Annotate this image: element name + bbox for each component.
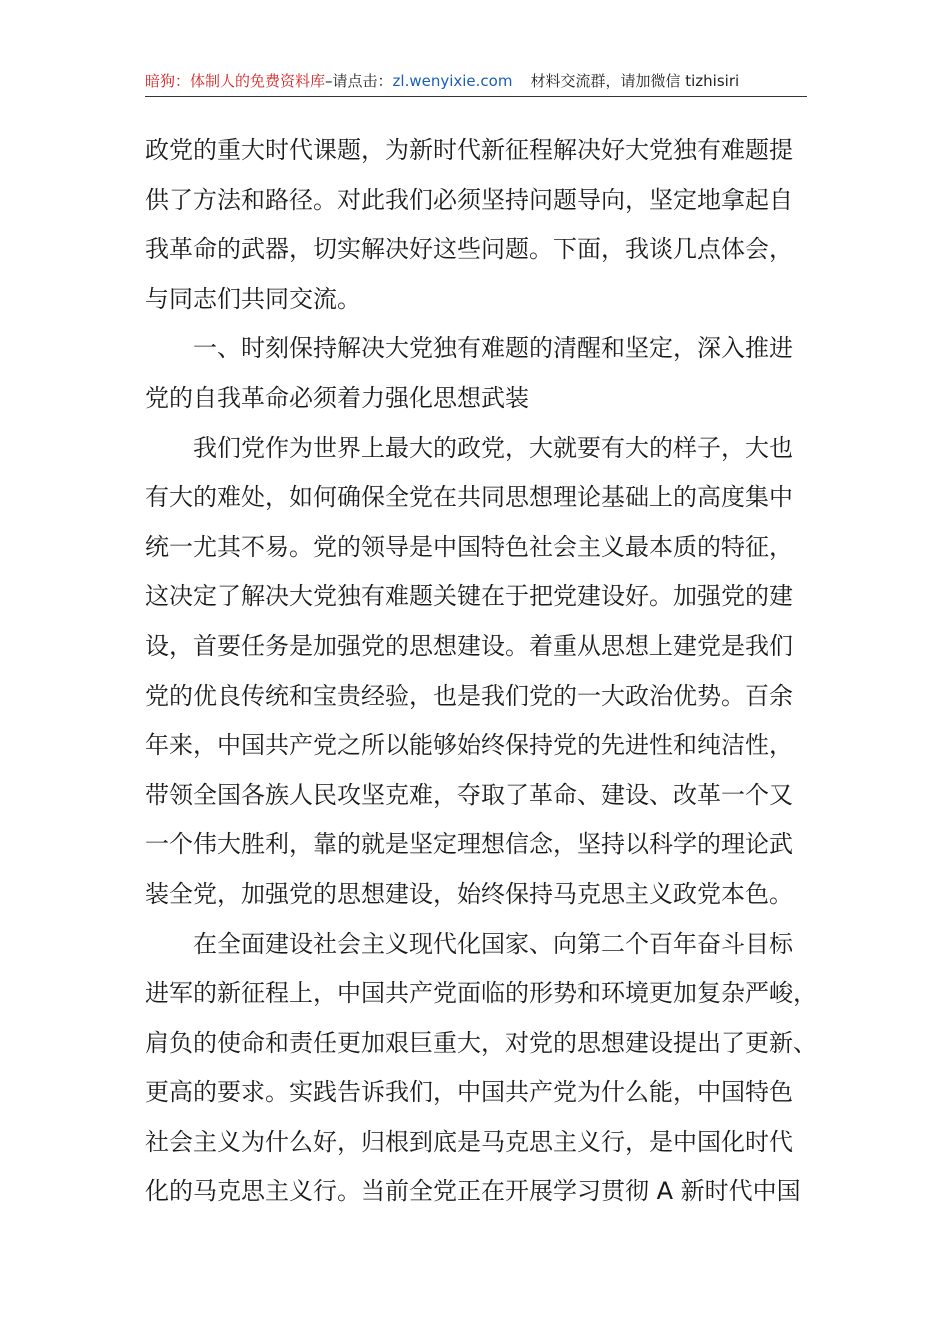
section-heading-line: 一、时刻保持解决大党独有难题的清醒和坚定，深入推进 <box>145 334 793 363</box>
header-divider <box>145 96 807 97</box>
document-body <box>145 126 817 1217</box>
header-url-link[interactable]: zl.wenyixie.com <box>392 72 513 90</box>
header-site-name: 暗狗：体制人的免费资料库 <box>145 72 326 90</box>
header-wechat-note: 材料交流群，请加微信 tizhisiri <box>530 72 740 90</box>
body-line: 我们党作为世界上最大的政党，大就要有大的样子，大也 <box>145 433 793 462</box>
body-line: 化的马克思主义行。当前全党正在开展学习贯彻 A 新时代中国 <box>145 1177 801 1206</box>
body-line: 党的优良传统和宝贵经验，也是我们党的一大政治优势。百余 <box>145 681 793 710</box>
body-line: 有大的难处，如何确保全党在共同思想理论基础上的高度集中 <box>145 483 793 512</box>
body-line: 这决定了解决大党独有难题关键在于把党建设好。加强党的建 <box>145 582 793 611</box>
body-line: 肩负的使命和责任更加艰巨重大，对党的思想建设提出了更新、 <box>145 1028 817 1057</box>
body-line: 设，首要任务是加强党的思想建设。着重从思想上建党是我们 <box>145 631 793 660</box>
body-line: 一个伟大胜利，靠的就是坚定理想信念，坚持以科学的理论武 <box>145 830 793 859</box>
body-line: 年来，中国共产党之所以能够始终保持党的先进性和纯洁性， <box>145 731 793 760</box>
body-line: 装全党，加强党的思想建设，始终保持马克思主义政党本色。 <box>145 879 793 908</box>
body-line: 社会主义为什么好，归根到底是马克思主义行，是中国化时代 <box>145 1127 793 1156</box>
body-line: 与同志们共同交流。 <box>145 284 361 313</box>
body-line: 在全面建设社会主义现代化国家、向第二个百年奋斗目标 <box>145 929 793 958</box>
body-line: 进军的新征程上，中国共产党面临的形势和环境更加复杂严峻， <box>145 979 817 1008</box>
body-line: 带领全国各族人民攻坚克难，夺取了革命、建设、改革一个又 <box>145 780 793 809</box>
header-prompt: –请点击： <box>325 72 393 90</box>
body-line: 我革命的武器，切实解决好这些问题。下面，我谈几点体会， <box>145 235 793 264</box>
page-header <box>145 68 805 94</box>
body-line: 政党的重大时代课题，为新时代新征程解决好大党独有难题提 <box>145 136 793 164</box>
body-line: 更高的要求。实践告诉我们，中国共产党为什么能，中国特色 <box>145 1078 793 1107</box>
body-line: 供了方法和路径。对此我们必须坚持问题导向，坚定地拿起自 <box>145 185 793 214</box>
body-line: 统一尤其不易。党的领导是中国特色社会主义最本质的特征， <box>145 532 793 561</box>
section-heading-line: 党的自我革命必须着力强化思想武装 <box>145 383 529 412</box>
